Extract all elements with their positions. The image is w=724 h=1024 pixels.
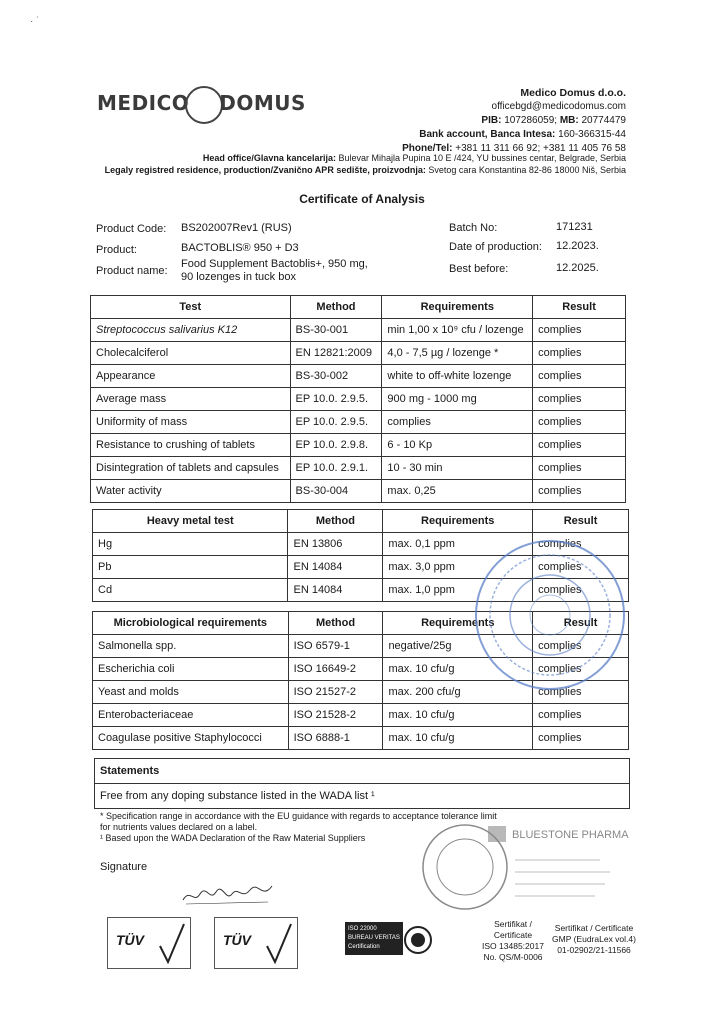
column-header: Requirements <box>383 612 533 635</box>
bv-seal-icon <box>403 918 433 964</box>
best-before-label: Best before: <box>449 263 509 275</box>
table-row <box>91 319 626 342</box>
test-method: EP 10.0. 2.9.5. <box>290 388 382 411</box>
residence-line: Legaly registred residence, production/Zvanično APR sedište, proizvodnja: Svetog cara Konstantina 82-86 18000 Niš, Serbia <box>104 165 626 175</box>
test-requirement: 6 - 10 Kp <box>382 434 533 457</box>
batch-label: Batch No: <box>449 222 498 234</box>
metal-result: complies <box>533 533 629 556</box>
head-office-line: Head office/Glavna kancelarija: Bulevar Mihajla Pupina 10 E /424, YU bussines centar, Belgrade, Serbia <box>202 153 626 163</box>
metal-name: Hg <box>93 533 288 556</box>
certification-stamp <box>470 535 630 695</box>
tests-table <box>90 295 626 503</box>
test-method: EP 10.0. 2.9.8. <box>290 434 382 457</box>
stamp-brand-text: BLUESTONE PHARMA <box>512 829 629 841</box>
micro-name: Enterobacteriaceae <box>93 704 289 727</box>
handwritten-signature <box>180 880 275 908</box>
cert-line: Certificate <box>493 930 533 940</box>
tuv-text: TÜV <box>223 932 251 948</box>
test-requirement: min 1,00 x 10⁹ cfu / lozenge <box>382 319 533 342</box>
statements-text: Free from any doping substance listed in the WADA list ¹ <box>95 784 630 809</box>
micro-name: Salmonella spp. <box>93 635 289 658</box>
test-method: BS-30-001 <box>290 319 382 342</box>
test-requirement: 4,0 - 7,5 µg / lozenge * <box>382 342 533 365</box>
micro-requirement: max. 10 cfu/g <box>383 658 533 681</box>
micro-requirement: negative/25g <box>383 635 533 658</box>
table-header-row <box>91 296 626 319</box>
cert-line: Sertifikat / Certificate <box>554 923 634 933</box>
metal-name: Pb <box>93 556 288 579</box>
table-row <box>93 727 629 750</box>
bluestone-stamp <box>420 822 630 912</box>
micro-result: complies <box>533 727 629 750</box>
column-header: Heavy metal test <box>93 510 288 533</box>
column-header: Result <box>533 612 629 635</box>
column-header: Result <box>533 510 629 533</box>
test-result: complies <box>533 434 626 457</box>
table-row <box>91 434 626 457</box>
company-email: officebgd@medicodomus.com <box>491 101 626 112</box>
footnote-line: ¹ Based upon the WADA Declaration of the Raw Material Suppliers <box>100 833 366 843</box>
test-requirement: 900 mg - 1000 mg <box>382 388 533 411</box>
micro-result: complies <box>533 704 629 727</box>
logo-right-text: DOMUS <box>219 91 306 115</box>
table-row <box>95 784 630 809</box>
column-header: Requirements <box>382 296 533 319</box>
best-before-value: 12.2025. <box>556 262 599 274</box>
column-header: Method <box>288 612 383 635</box>
column-header: Method <box>290 296 382 319</box>
table-row <box>91 365 626 388</box>
metal-result: complies <box>533 579 629 602</box>
cert-line: GMP (EudraLex vol.4) <box>552 934 636 944</box>
tuv-text: TÜV <box>116 932 144 948</box>
bv-line: Certification <box>348 944 380 950</box>
bv-line: BUREAU VERITAS <box>348 935 400 941</box>
metal-method: EN 13806 <box>288 533 383 556</box>
cert-line: ISO 13485:2017 <box>482 941 544 951</box>
company-logo <box>97 86 306 124</box>
micro-requirement: max. 10 cfu/g <box>383 704 533 727</box>
micro-name: Coagulase positive Staphylococci <box>93 727 289 750</box>
cert-line: 01-02902/21-11566 <box>557 945 631 955</box>
company-contact-block <box>402 86 626 156</box>
metal-result: complies <box>533 556 629 579</box>
test-result: complies <box>533 411 626 434</box>
test-name: Cholecalciferol <box>91 342 291 365</box>
micro-name: Yeast and molds <box>93 681 289 704</box>
test-method: EP 10.0. 2.9.1. <box>290 457 382 480</box>
micro-requirement: max. 10 cfu/g <box>383 727 533 750</box>
production-date-label: Date of production: <box>449 241 542 253</box>
metal-requirement: max. 0,1 ppm <box>383 533 533 556</box>
micro-method: ISO 6579-1 <box>288 635 383 658</box>
production-date-value: 12.2023. <box>556 240 599 252</box>
micro-requirement: max. 200 cfu/g <box>383 681 533 704</box>
metal-method: EN 14084 <box>288 579 383 602</box>
metal-requirement: max. 3,0 ppm <box>383 556 533 579</box>
scan-specks: · ˙ <box>30 16 40 27</box>
test-method: EN 12821:2009 <box>290 342 382 365</box>
table-row <box>91 342 626 365</box>
test-result: complies <box>533 342 626 365</box>
test-requirement: complies <box>382 411 533 434</box>
batch-value: 171231 <box>556 221 593 233</box>
test-result: complies <box>533 457 626 480</box>
column-header: Method <box>288 510 383 533</box>
table-row <box>91 388 626 411</box>
test-name: Disintegration of tablets and capsules <box>91 457 291 480</box>
product-code-label: Product Code: <box>96 223 167 235</box>
statements-table <box>94 758 630 809</box>
column-header: Result <box>533 296 626 319</box>
table-row <box>93 704 629 727</box>
tuv-certification-logo <box>107 917 191 969</box>
iso-certificate-info <box>478 919 548 963</box>
signature-label: Signature <box>100 861 148 873</box>
table-header-row <box>93 510 629 533</box>
test-method: BS-30-002 <box>290 365 382 388</box>
micro-method: ISO 16649-2 <box>288 658 383 681</box>
document-title: Certificate of Analysis <box>299 192 425 206</box>
logo-ring-icon <box>185 86 223 124</box>
test-result: complies <box>533 480 626 503</box>
product-label: Product: <box>96 244 137 256</box>
product-name-line1: Food Supplement Bactoblis+, 950 mg, <box>181 258 368 270</box>
footnote-line: for nutrients values declared on a label. <box>100 822 258 832</box>
company-name: Medico Domus d.o.o. <box>520 87 626 99</box>
bv-line: ISO 22000 <box>348 926 377 932</box>
test-name: Appearance <box>91 365 291 388</box>
metal-requirement: max. 1,0 ppm <box>383 579 533 602</box>
test-method: BS-30-004 <box>290 480 382 503</box>
product-name-label: Product name: <box>96 265 168 277</box>
test-result: complies <box>533 365 626 388</box>
cert-line: No. QS/M-0006 <box>483 952 543 962</box>
logo-left-text: MEDICO <box>97 91 190 115</box>
product-name-line2: 90 lozenges in tuck box <box>181 271 296 283</box>
table-row <box>91 411 626 434</box>
company-phone: Phone/Tel: +381 11 311 66 92; +381 11 405 76 58 <box>402 143 626 154</box>
test-name: Water activity <box>91 480 291 503</box>
product-value: BACTOBLIS® 950 + D3 <box>181 242 299 254</box>
micro-result: complies <box>533 681 629 704</box>
gmp-certificate-info <box>552 923 636 956</box>
test-requirement: max. 0,25 <box>382 480 533 503</box>
test-method: EP 10.0. 2.9.5. <box>290 411 382 434</box>
bv-text-block <box>345 922 403 955</box>
micro-method: ISO 21528-2 <box>288 704 383 727</box>
footnote-line: * Specification range in accordance with the EU guidance with regards to acceptance tolerance limit <box>100 811 497 821</box>
statements-header: Statements <box>95 759 630 784</box>
test-name: Average mass <box>91 388 291 411</box>
bureau-veritas-logo <box>345 918 433 964</box>
product-code-value: BS202007Rev1 (RUS) <box>181 222 292 234</box>
table-header-row <box>95 759 630 784</box>
table-row <box>91 457 626 480</box>
micro-result: complies <box>533 635 629 658</box>
test-name: Resistance to crushing of tablets <box>91 434 291 457</box>
test-result: complies <box>533 319 626 342</box>
company-ids: PIB: 107286059; MB: 20774479 <box>481 115 626 126</box>
tuv-certification-logo <box>214 917 298 969</box>
test-name: Streptococcus salivarius K12 <box>91 319 291 342</box>
column-header: Microbiological requirements <box>93 612 289 635</box>
checkmark-icon <box>158 922 186 964</box>
test-name: Uniformity of mass <box>91 411 291 434</box>
company-bank: Bank account, Banca Intesa: 160-366315-44 <box>419 129 626 140</box>
micro-method: ISO 6888-1 <box>288 727 383 750</box>
micro-result: complies <box>533 658 629 681</box>
test-requirement: white to off-white lozenge <box>382 365 533 388</box>
column-header: Test <box>91 296 291 319</box>
cert-line: Sertifikat / <box>494 919 532 929</box>
table-row <box>91 480 626 503</box>
metal-method: EN 14084 <box>288 556 383 579</box>
test-requirement: 10 - 30 min <box>382 457 533 480</box>
test-result: complies <box>533 388 626 411</box>
checkmark-icon <box>265 922 293 964</box>
column-header: Requirements <box>383 510 533 533</box>
micro-method: ISO 21527-2 <box>288 681 383 704</box>
micro-name: Escherichia coli <box>93 658 289 681</box>
metal-name: Cd <box>93 579 288 602</box>
